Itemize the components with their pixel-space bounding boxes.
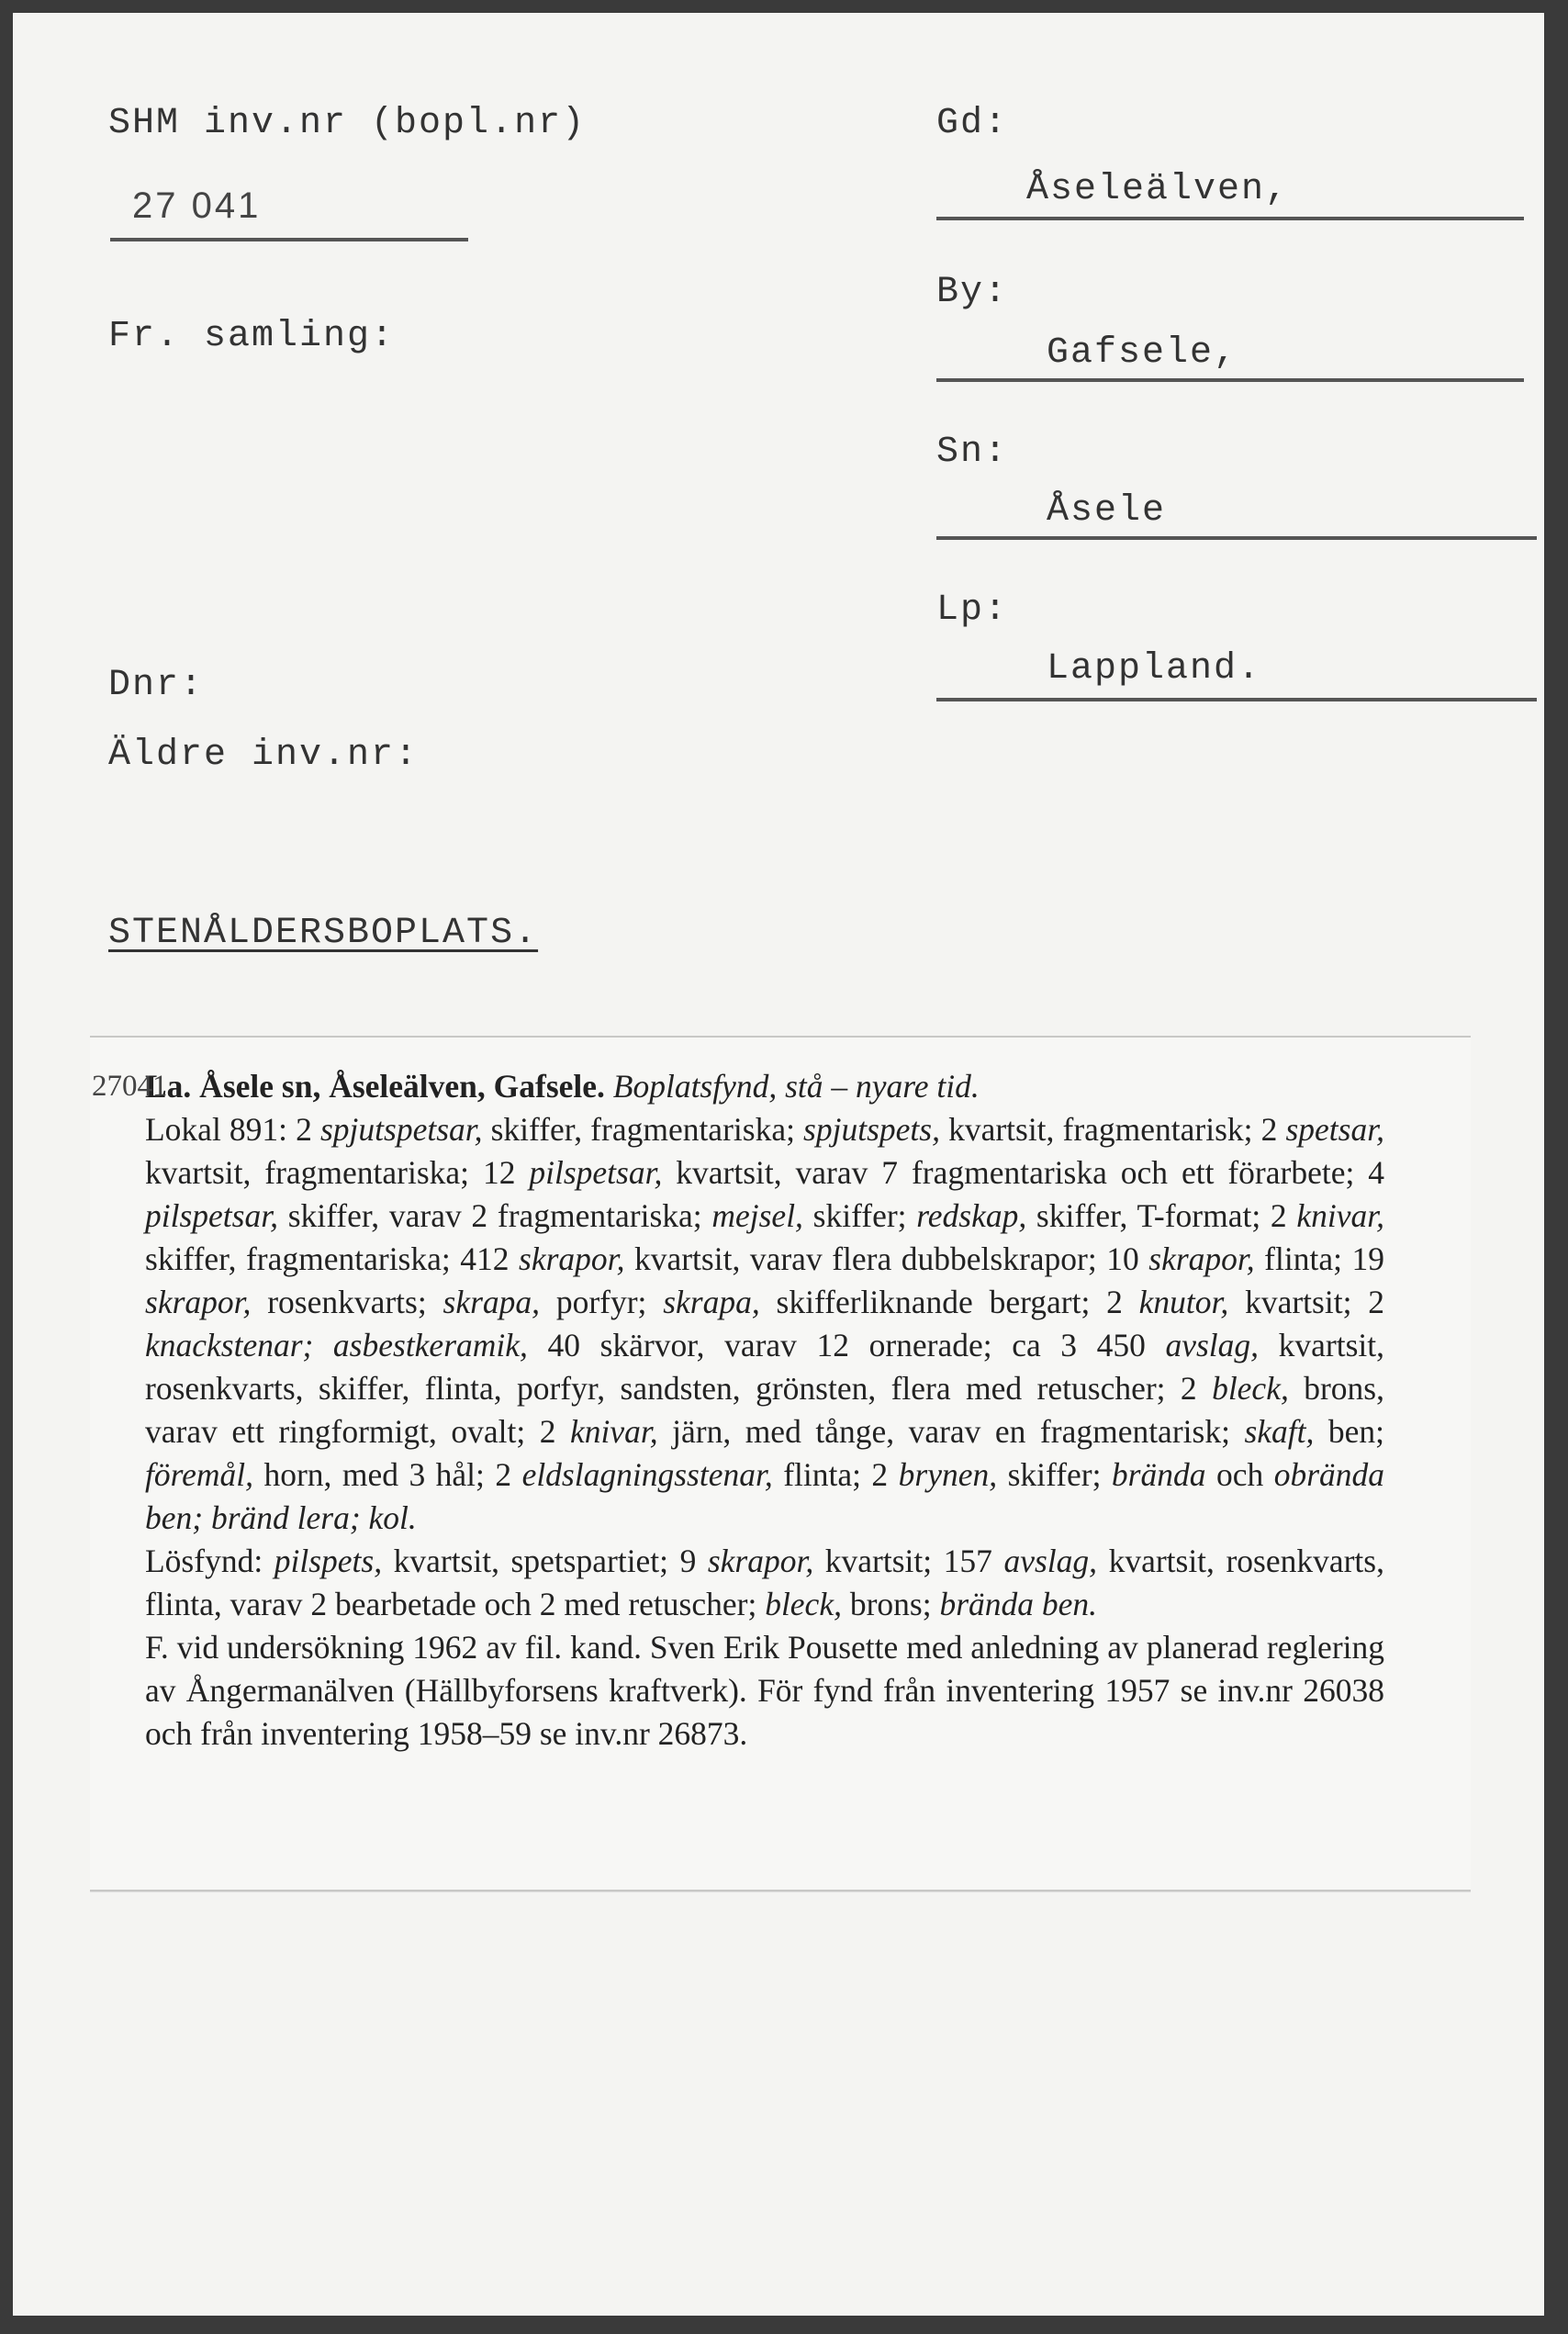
find-term: knivar,	[1296, 1197, 1385, 1234]
losfynd-paragraph	[145, 1540, 1384, 1626]
find-description: kvartsit, spetspartiet; 9	[382, 1543, 708, 1579]
site-category: STENÅLDERSBOPLATS.	[108, 913, 539, 954]
find-term: knivar,	[569, 1413, 658, 1450]
find-term: bleck,	[1212, 1370, 1289, 1407]
find-term: eldslagningsstenar,	[521, 1456, 773, 1493]
find-description: kvartsit, rosenkvarts, flinta, varav 2 bearbetade och 2 med retuscher;	[145, 1543, 1384, 1622]
find-description: skifferliknande bergart; 2	[759, 1284, 1139, 1320]
parish-value: Åsele	[1047, 490, 1167, 532]
entry-heading: La. Åsele sn, Åseleälven, Gafsele.	[145, 1068, 605, 1105]
inventory-label: SHM inv.nr (bopl.nr)	[108, 103, 587, 144]
find-description: Lösfynd:	[145, 1543, 274, 1579]
find-description: skiffer;	[997, 1456, 1112, 1493]
find-term: mejsel,	[711, 1197, 803, 1234]
find-term: skaft,	[1244, 1413, 1315, 1450]
entry-number: 27041	[92, 1070, 168, 1103]
inventory-underline	[110, 238, 468, 241]
find-term: skrapa,	[442, 1284, 541, 1320]
find-description: järn, med tånge, varav en fragmentarisk;	[657, 1413, 1245, 1450]
footnote-paragraph: F. vid undersökning 1962 av fil. kand. Sven Erik Pousette med anledning av planerad reglering av Ångermanälven (Hällbyforsens kraftverk). För fynd från inventering 1957 se inv.nr 26038 och från inventering 1958–59 se inv.nr 26873.	[145, 1629, 1384, 1752]
find-term: skrapor,	[1148, 1240, 1255, 1277]
find-description: flinta; 19	[1254, 1240, 1384, 1277]
find-description: kvartsit, varav flera dubbelskrapor; 10	[624, 1240, 1149, 1277]
find-term: pilspetsar,	[145, 1197, 278, 1234]
parish-underline	[936, 536, 1537, 540]
find-term: skrapor,	[145, 1284, 252, 1320]
find-term: redskap,	[916, 1197, 1027, 1234]
older-inventory-label: Äldre inv.nr:	[108, 735, 420, 776]
village-value: Gafsele,	[1047, 332, 1238, 374]
find-description: kvartsit, fragmentariska; 12	[145, 1154, 530, 1191]
lokal-paragraph	[145, 1108, 1384, 1540]
find-description: skiffer, fragmentariska;	[482, 1111, 804, 1148]
find-description: Lokal 891: 2	[145, 1111, 320, 1148]
find-term: pilspets,	[274, 1543, 383, 1579]
find-description: porfyr;	[540, 1284, 664, 1320]
catalog-entry	[92, 1065, 1385, 1756]
find-term: brynen,	[898, 1456, 998, 1493]
find-term: skrapa,	[663, 1284, 760, 1320]
find-description: kvartsit; 157	[813, 1543, 1004, 1579]
find-term: skrapor,	[519, 1240, 625, 1277]
entry-heading-italic: Boplatsfynd, stå – nyare tid.	[612, 1068, 980, 1105]
find-term: brända ben.	[939, 1586, 1098, 1622]
find-description: skiffer, fragmentariska; 412	[145, 1240, 520, 1277]
find-description: kvartsit, fragmentarisk; 2	[939, 1111, 1286, 1148]
entry-heading-line	[145, 1065, 1384, 1108]
province-value: Lappland.	[1047, 648, 1262, 690]
parish-label: Sn:	[936, 432, 1009, 473]
find-description: kvartsit, varav 7 fragmentariska och ett förarbete; 4	[662, 1154, 1384, 1191]
find-description: ben;	[1314, 1413, 1384, 1450]
find-term: spetsar,	[1285, 1111, 1384, 1148]
find-term: spjutspetsar,	[319, 1111, 483, 1148]
find-description: kvartsit; 2	[1228, 1284, 1384, 1320]
find-description: flinta; 2	[772, 1456, 899, 1493]
find-term: avslag,	[1003, 1543, 1098, 1579]
farm-label: Gd:	[936, 103, 1009, 144]
find-term: avslag,	[1165, 1327, 1260, 1363]
find-description: brons, varav ett ringformigt, ovalt; 2	[145, 1370, 1384, 1450]
find-description: kvartsit, rosenkvarts, skiffer, flinta, porfyr, sandsten, grönsten, flera med retuscher; 2	[145, 1327, 1384, 1407]
find-description: skiffer, T-format; 2	[1026, 1197, 1297, 1234]
province-label: Lp:	[936, 589, 1009, 631]
farm-value: Åseleälven,	[1026, 169, 1290, 210]
dnr-label: Dnr:	[108, 665, 205, 706]
find-description: skiffer, varav 2 fragmentariska;	[277, 1197, 712, 1234]
find-description: skiffer;	[802, 1197, 917, 1234]
find-term: knutor,	[1138, 1284, 1229, 1320]
find-description: och	[1205, 1456, 1274, 1493]
find-term: obrända ben; bränd lera; kol.	[145, 1456, 1385, 1536]
find-description: brons;	[841, 1586, 940, 1622]
collection-label: Fr. samling:	[108, 316, 396, 357]
catalog-card	[13, 13, 1544, 2316]
province-underline	[936, 698, 1537, 701]
find-term: föremål,	[145, 1456, 253, 1493]
inventory-number: 27 041	[132, 185, 262, 226]
village-label: By:	[936, 272, 1009, 313]
find-description: horn, med 3 hål; 2	[253, 1456, 522, 1493]
find-description: rosenkvarts;	[251, 1284, 443, 1320]
find-term: knackstenar; asbestkeramik,	[145, 1327, 528, 1363]
farm-underline	[936, 217, 1524, 220]
find-term: spjutspets,	[803, 1111, 940, 1148]
find-term: pilspetsar,	[529, 1154, 663, 1191]
find-term: brända	[1111, 1456, 1206, 1493]
find-description: 40 skärvor, varav 12 ornerade; ca 3 450	[527, 1327, 1166, 1363]
village-underline	[936, 378, 1524, 382]
find-term: skrapor,	[707, 1543, 814, 1579]
find-term: bleck,	[765, 1586, 842, 1622]
printed-catalog-clipping	[90, 1036, 1471, 1891]
